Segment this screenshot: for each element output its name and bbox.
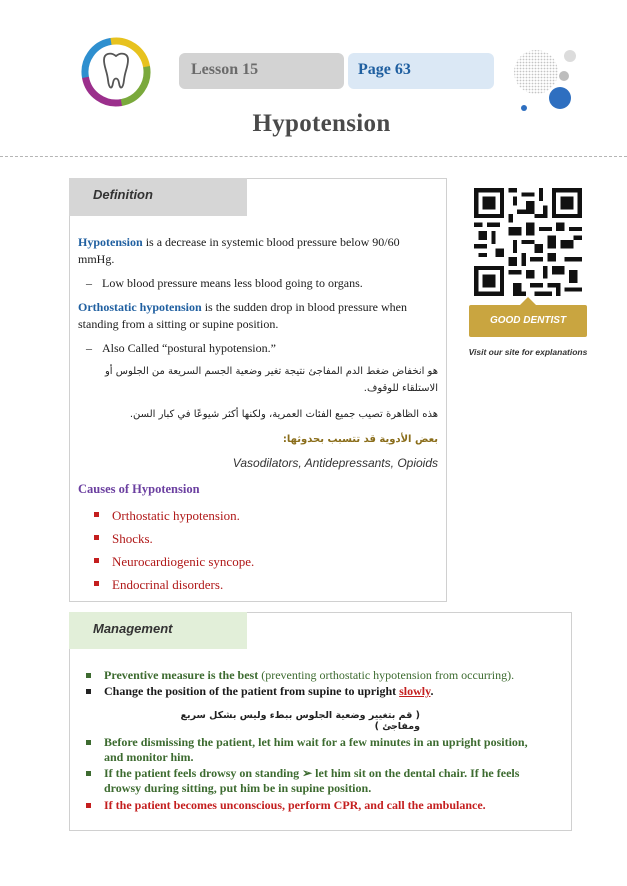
item-text: Change the position of the patient from supine to upright: [104, 684, 400, 698]
definition-heading: Definition: [69, 178, 247, 216]
page-tab: Page 63: [348, 53, 494, 89]
dash-item-postural: – Also Called “postural hypotension.”: [86, 341, 276, 355]
item-bold: Preventive measure is the best: [104, 668, 259, 682]
list-item: Shocks.: [94, 529, 434, 552]
definition-text: is the sudden drop in blood pressure when standing from a sitting or supine position.: [78, 300, 407, 331]
item-text: (preventing orthostatic hypotension from occurring).: [258, 668, 515, 682]
good-dentist-badge[interactable]: GOOD DENTIST: [469, 305, 587, 337]
lesson-tab: Lesson 15: [179, 53, 344, 89]
orthostatic-definition: [78, 299, 440, 333]
management-item-unconscious: [86, 798, 546, 813]
bullet-icon: [86, 740, 91, 745]
decorative-dots-icon: [510, 46, 590, 118]
definition-text: is a decrease in systemic blood pressure below 90/60 mmHg.: [78, 235, 400, 266]
page-title: Hypotension: [252, 110, 391, 137]
item-text: If the patient feels drowsy on standing ➢ let him sit on the dental chair. If he feels drowsy during sitting, put him be in supine position.: [104, 766, 520, 795]
arabic-age-note: هذه الظاهرة تصيب جميع الفئات العمرية، ولكنها أكثر شيوعًا في كبار السن.: [129, 409, 438, 420]
management-heading: Management: [69, 612, 247, 649]
dash-item-low-pressure: – Low blood pressure means less blood going to organs.: [86, 276, 363, 290]
list-item: Endocrinal disorders.: [94, 575, 434, 598]
arabic-position-note: ( قم بتغيير وضعية الجلوس ببطء وليس بشكل سريع ومفاجئ ): [180, 710, 420, 732]
tooth-logo-icon: [80, 36, 152, 108]
header-divider: [0, 156, 627, 157]
causes-title: Causes of Hypotension: [78, 482, 200, 496]
arabic-drugs-heading: بعض الأدوية قد تتسبب بحدوثها:: [282, 434, 438, 445]
hypotension-definition: [78, 234, 438, 268]
dash-item-text: Also Called “postural hypotension.”: [102, 341, 276, 355]
item-end: .: [430, 684, 434, 698]
item-text: Before dismissing the patient, let him wait for a few minutes in an upright position, and monitor him.: [104, 735, 528, 764]
bullet-icon: [86, 689, 91, 694]
badge-notch: [520, 297, 536, 305]
term-hypotension: Hypotension: [78, 235, 143, 249]
item-underlined: slowly: [399, 684, 431, 698]
dash-item-text: Low blood pressure means less blood going to organs.: [102, 276, 363, 290]
management-item-drowsy: [86, 766, 546, 796]
bullet-icon: [86, 673, 91, 678]
qr-code-icon[interactable]: [474, 188, 582, 296]
list-item: Orthostatic hypotension.: [94, 506, 434, 529]
bullet-icon: [86, 803, 91, 808]
visit-site-text: Visit our site for explanations: [468, 347, 588, 357]
causes-list: [94, 506, 434, 598]
item-text: If the patient becomes unconscious, perform CPR, and call the ambulance.: [104, 798, 486, 812]
management-item-wait: [86, 735, 546, 765]
arabic-definition: هو انخفاض ضغط الدم المفاجئ نتيجة تغير وضعية الجسم السريعة من الجلوس أو الاستلقاء للوقوف.: [104, 366, 438, 394]
drug-list: Vasodilators, Antidepressants, Opioids: [232, 456, 438, 470]
list-item: Neurocardiogenic syncope.: [94, 552, 434, 575]
term-orthostatic: Orthostatic hypotension: [78, 300, 202, 314]
management-item-prevent: [86, 668, 546, 683]
management-item-position: [86, 684, 546, 699]
bullet-icon: [86, 771, 91, 776]
